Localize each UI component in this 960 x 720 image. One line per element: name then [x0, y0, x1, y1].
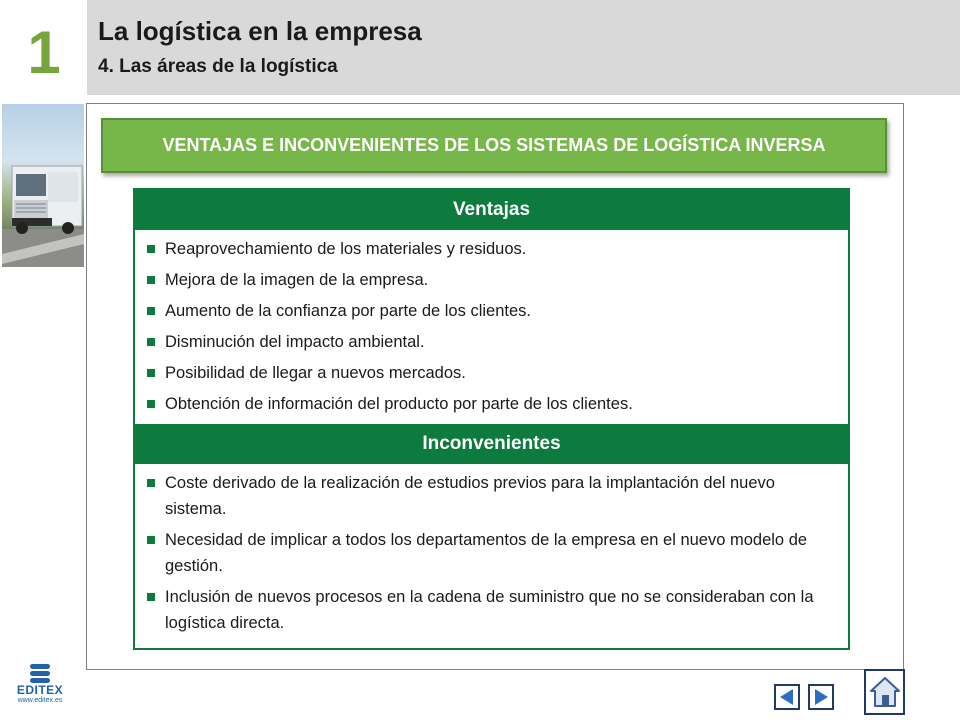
header-bar [87, 0, 960, 95]
list-item: Reaprovechamiento de los materiales y residuos. [147, 236, 836, 262]
list-item: Inclusión de nuevos procesos en la cadena de suministro que no se consideraban con la logística directa. [147, 584, 836, 636]
page-title: La logística en la empresa [98, 16, 422, 46]
home-button[interactable] [864, 669, 905, 715]
list-item: Necesidad de implicar a todos los departamentos de la empresa en el nuevo modelo de gestión. [147, 527, 836, 579]
home-icon [869, 675, 901, 709]
page-subtitle: 4. Las áreas de la logística [98, 56, 338, 77]
editex-logo [8, 663, 72, 715]
list-item: Obtención de información del producto por parte de los clientes. [147, 391, 836, 417]
section-banner: VENTAJAS E INCONVENIENTES DE LOS SISTEMAS DE LOGÍSTICA INVERSA [101, 118, 887, 173]
inconvenientes-list [135, 464, 848, 643]
next-button[interactable] [808, 684, 834, 710]
editex-mark-icon [28, 663, 52, 683]
chapter-number: 1 [27, 19, 61, 86]
triangle-left-icon [778, 688, 796, 706]
ventajas-heading: Ventajas [135, 190, 848, 230]
editex-url: www.editex.es [17, 697, 63, 704]
list-item: Mejora de la imagen de la empresa. [147, 267, 836, 293]
list-item: Coste derivado de la realización de estudios previos para la implantación del nuevo sistema. [147, 470, 836, 522]
inconvenientes-heading: Inconvenientes [135, 424, 848, 464]
triangle-right-icon [812, 688, 830, 706]
list-item: Posibilidad de llegar a nuevos mercados. [147, 360, 836, 386]
ventajas-list [135, 230, 848, 424]
list-item: Aumento de la confianza por parte de los clientes. [147, 298, 836, 324]
editex-name: EDITEX [16, 683, 64, 697]
truck-image [2, 104, 84, 267]
list-item: Disminución del impacto ambiental. [147, 329, 836, 355]
previous-button[interactable] [774, 684, 800, 710]
advantages-disadvantages-table [133, 188, 850, 650]
